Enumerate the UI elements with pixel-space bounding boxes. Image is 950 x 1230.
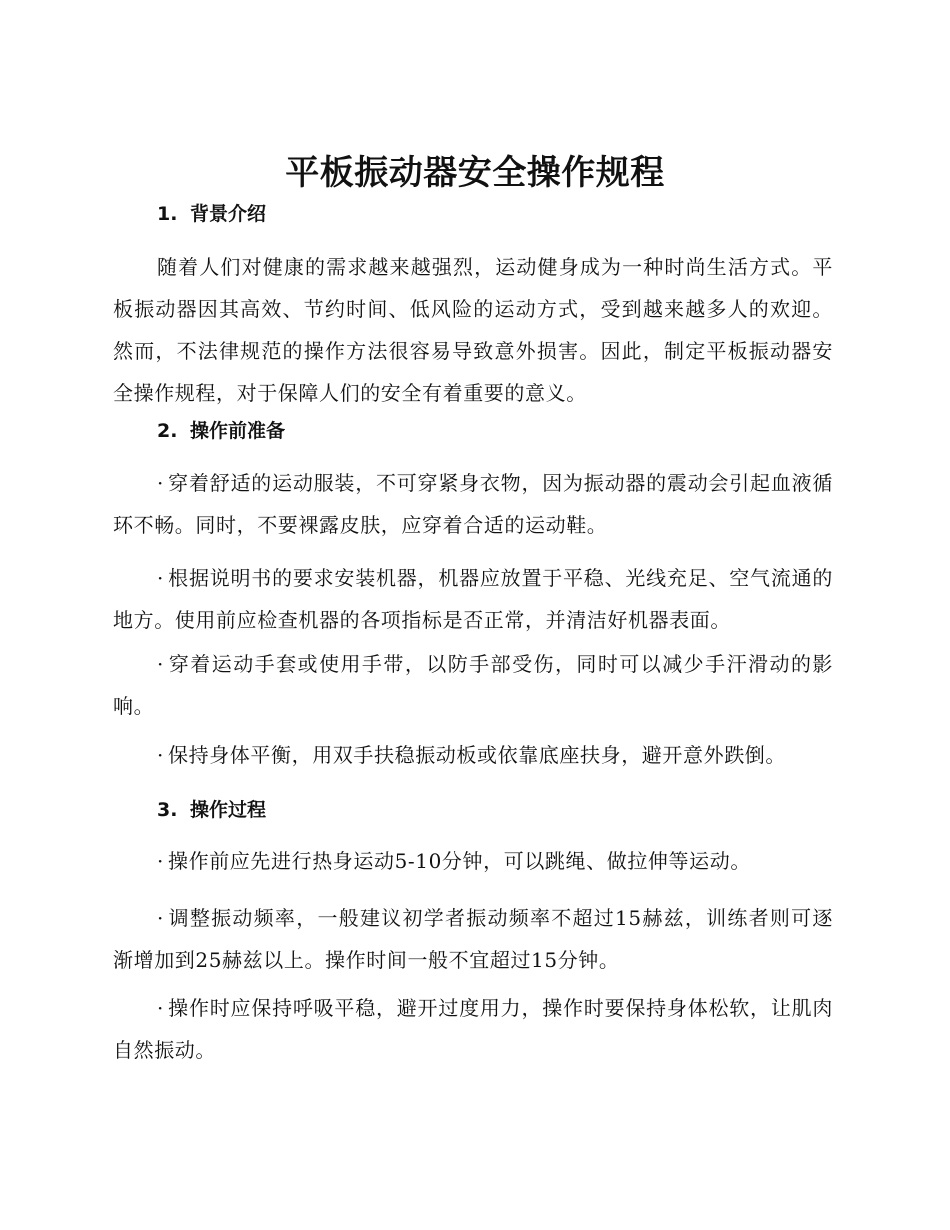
section-heading-operation: [157, 796, 266, 824]
section-number: 1.: [157, 203, 178, 225]
list-item: [113, 987, 833, 1071]
bullet-icon: ·: [157, 566, 164, 590]
section-title: 操作前准备: [190, 420, 286, 442]
section-heading-background: [157, 200, 266, 228]
bullet-icon: ·: [157, 906, 164, 930]
section-number: 3.: [157, 799, 178, 821]
list-item: [113, 840, 833, 882]
list-item-text: 操作时应保持呼吸平稳，避开过度用力，操作时要保持身体松软，让肌肉自然振动。: [113, 996, 833, 1062]
list-item-text: 穿着舒适的运动服装，不可穿紧身衣物，因为振动器的震动会引起血液循环不畅。同时，不要裸露皮肤，应穿着合适的运动鞋。: [113, 471, 833, 537]
bullet-icon: ·: [157, 652, 164, 676]
section-number: 2.: [157, 420, 178, 442]
list-item: [113, 897, 833, 981]
list-item-text: 根据说明书的要求安装机器，机器应放置于平稳、光线充足、空气流通的地方。使用前应检查机器的各项指标是否正常，并清洁好机器表面。: [113, 566, 833, 632]
bullet-icon: ·: [157, 849, 164, 873]
list-item-text: 操作前应先进行热身运动5-10分钟，可以跳绳、做拉伸等运动。: [168, 849, 751, 873]
paragraph-background: 随着人们对健康的需求越来越强烈，运动健身成为一种时尚生活方式。平板振动器因其高效、节约时间、低风险的运动方式，受到越来越多人的欢迎。然而，不法律规范的操作方法很容易导致意外损害。因此，制定平板振动器安全操作规程，对于保障人们的安全有着重要的意义。: [113, 255, 833, 405]
bullet-icon: ·: [157, 996, 164, 1020]
list-item: [113, 557, 833, 641]
bullet-icon: ·: [157, 471, 164, 495]
list-item-text: 调整振动频率，一般建议初学者振动频率不超过15赫兹，训练者则可逐渐增加到25赫兹以上。操作时间一般不宜超过15分钟。: [113, 906, 833, 972]
list-item: [113, 643, 833, 727]
bullet-icon: ·: [157, 743, 164, 767]
list-item-text: 保持身体平衡，用双手扶稳振动板或依靠底座扶身，避开意外跌倒。: [168, 743, 786, 767]
list-item-text: 穿着运动手套或使用手带，以防手部受伤，同时可以减少手汗滑动的影响。: [113, 652, 833, 718]
section-title: 背景介绍: [190, 203, 267, 225]
list-item: [113, 462, 833, 546]
section-title: 操作过程: [190, 799, 267, 821]
section-heading-preparation: [157, 417, 285, 445]
document-title: 平板振动器安全操作规程: [285, 153, 665, 193]
list-item: [113, 734, 833, 776]
